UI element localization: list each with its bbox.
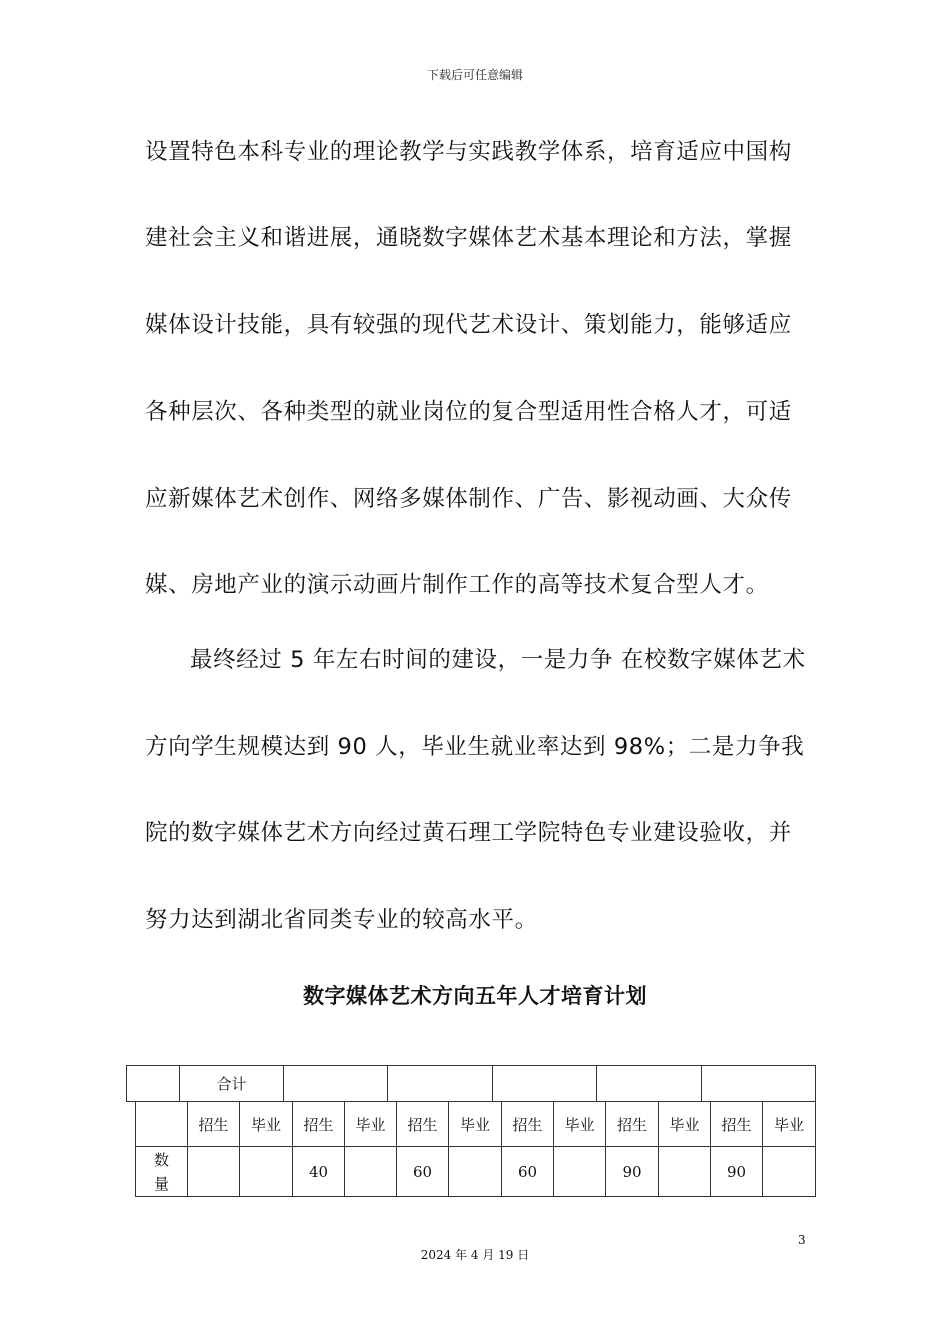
sub-header-cell: 招生 — [502, 1102, 554, 1147]
sub-header-cell: 毕业 — [763, 1102, 816, 1147]
quantity-cell: 90 — [711, 1147, 763, 1197]
page-number: 3 — [798, 1233, 806, 1247]
table-cell — [597, 1066, 702, 1102]
plan-table-header — [126, 1065, 816, 1102]
footer-date: 2024 年 4 月 19 日 — [420, 1248, 530, 1262]
sub-header-cell: 毕业 — [240, 1102, 293, 1147]
table-cell — [702, 1066, 816, 1102]
quantity-label-cell — [136, 1147, 188, 1197]
quantity-cell — [188, 1147, 240, 1197]
paragraph-line: 设置特色本科专业的理论教学与实践教学体系，培育适应中国构 — [145, 139, 792, 165]
sub-header-cell: 毕业 — [659, 1102, 711, 1147]
paragraph-line: 最终经过 5 年左右时间的建设，一是力争 在校数字媒体艺术 — [190, 647, 806, 673]
paragraph-line: 媒、房地产业的演示动画片制作工作的高等技术复合型人才。 — [145, 572, 769, 598]
paragraph-line: 各种层次、各种类型的就业岗位的复合型适用性合格人才，可适 — [145, 399, 792, 425]
table-cell — [284, 1066, 388, 1102]
table-row — [127, 1066, 816, 1102]
table-cell-total: 合计 — [180, 1066, 284, 1102]
quantity-cell: 40 — [293, 1147, 345, 1197]
sub-header-cell: 毕业 — [449, 1102, 502, 1147]
quantity-cell — [659, 1147, 711, 1197]
table-cell — [136, 1102, 188, 1147]
table-cell — [388, 1066, 493, 1102]
table-title: 数字媒体艺术方向五年人才培育计划 — [303, 984, 647, 1008]
quantity-cell: 60 — [397, 1147, 449, 1197]
paragraph-line: 建社会主义和谐进展，通晓数字媒体艺术基本理论和方法，掌握 — [145, 225, 792, 251]
table-cell — [127, 1066, 180, 1102]
quantity-cell — [763, 1147, 816, 1197]
sub-header-cell: 招生 — [606, 1102, 659, 1147]
sub-header-cell: 招生 — [188, 1102, 240, 1147]
sub-header-cell: 招生 — [293, 1102, 345, 1147]
sub-header-cell: 招生 — [711, 1102, 763, 1147]
paragraph-line: 努力达到湖北省同类专业的较高水平。 — [145, 907, 538, 933]
quantity-label-top: 数 — [153, 1150, 169, 1169]
sub-header-cell: 招生 — [397, 1102, 449, 1147]
quantity-cell: 60 — [502, 1147, 554, 1197]
quantity-cell — [240, 1147, 293, 1197]
table-cell — [493, 1066, 597, 1102]
sub-header-cell: 毕业 — [345, 1102, 397, 1147]
paragraph-line: 院的数字媒体艺术方向经过黄石理工学院特色专业建设验收，并 — [145, 820, 792, 846]
quantity-cell — [449, 1147, 502, 1197]
paragraph-line: 应新媒体艺术创作、网络多媒体制作、广告、影视动画、大众传 — [145, 486, 792, 512]
quantity-cell — [345, 1147, 397, 1197]
paragraph-line: 方向学生规模达到 90 人，毕业生就业率达到 98%；二是力争我 — [145, 734, 805, 760]
sub-header-cell: 毕业 — [554, 1102, 606, 1147]
quantity-cell — [554, 1147, 606, 1197]
quantity-cell: 90 — [606, 1147, 659, 1197]
header-note: 下载后可任意编辑 — [426, 68, 523, 82]
quantity-label-bottom: 量 — [153, 1174, 169, 1193]
table-row — [136, 1147, 816, 1197]
plan-table — [135, 1101, 816, 1197]
paragraph-line: 媒体设计技能，具有较强的现代艺术设计、策划能力，能够适应 — [145, 312, 792, 338]
table-row — [136, 1102, 816, 1147]
